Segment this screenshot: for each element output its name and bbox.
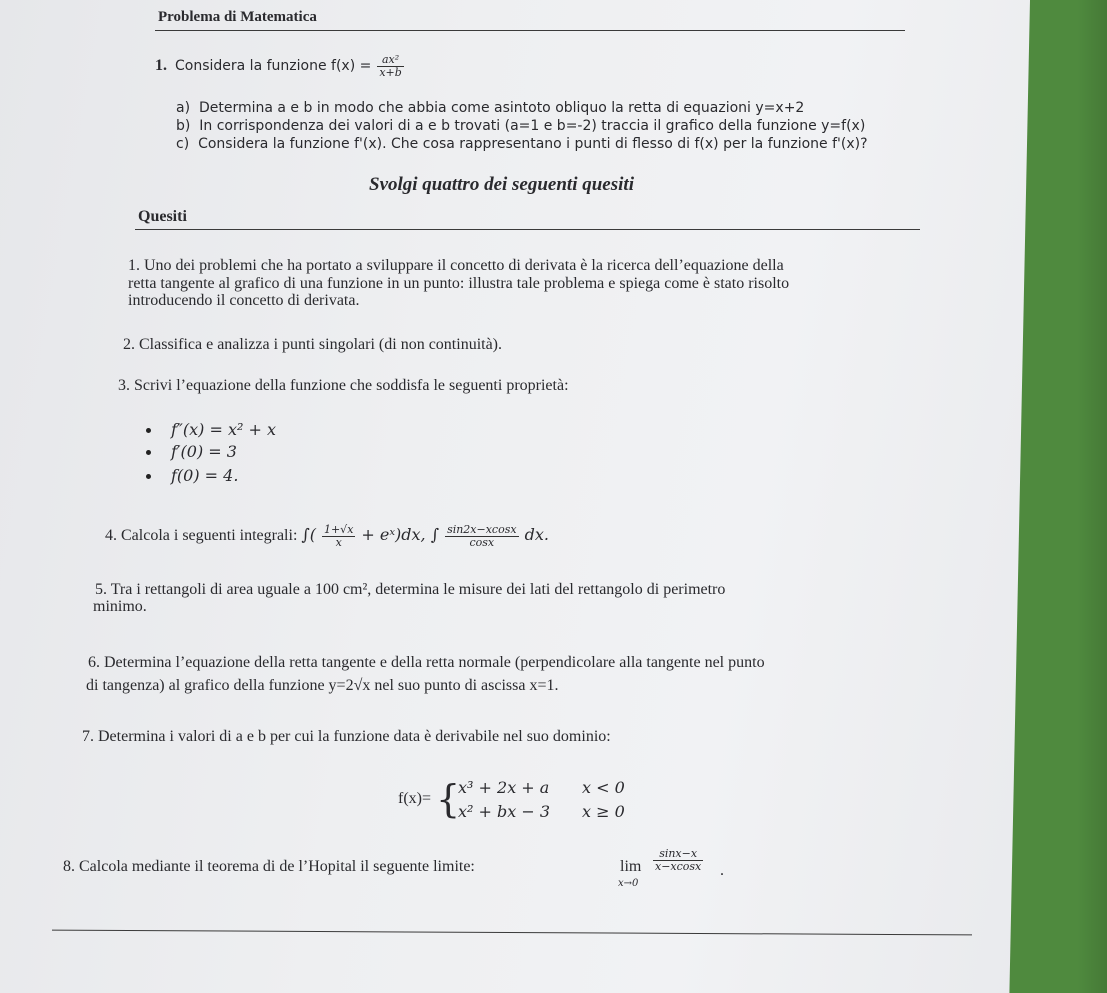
piecewise-case-2-expr: x² + bx − 3 (458, 802, 551, 821)
problem-item-a-text: Determina a e b in modo che abbia come asintoto obliquo la retta di equazioni y=x+2 (198, 100, 805, 116)
problem-item-b (176, 117, 865, 135)
quesito-7: 7. Determina i valori di a e b per cui la funzione data è derivabile nel suo dominio: (82, 728, 611, 745)
header-rule (155, 30, 905, 31)
quesito-2: 2. Classifica e analizza i punti singolari (di non continuità). (123, 336, 503, 353)
quesito-5-line1: 5. Tra i rettangoli di area uguale a 100 cm², determina le misure dei lati del rettangolo di perimetro (95, 581, 726, 598)
piecewise-case-2-cond: x ≥ 0 (582, 802, 625, 821)
problem-item-a-label: a) (176, 100, 191, 116)
paper-edge-shadow (1077, 0, 1107, 993)
quesiti-rule (135, 229, 920, 230)
quesiti-heading: Quesiti (138, 208, 187, 225)
quesito-3: 3. Scrivi l’equazione della funzione che soddisfa le seguenti proprietà: (118, 377, 569, 394)
quesito-1-line1: 1. Uno dei problemi che ha portato a sviluppare il concetto di derivata è la ricerca dell’equazione della (128, 257, 784, 274)
quesito-4 (105, 520, 549, 551)
problem-item-c-label: c) (176, 136, 190, 152)
bullet-icon (146, 474, 151, 479)
problem-intro: Considera la funzione f(x) = (175, 58, 372, 75)
problem-function-denominator: x+b (379, 66, 402, 79)
integral-2-fraction (445, 524, 519, 549)
piecewise-brace: { (436, 777, 461, 821)
integral-1-denominator: x (335, 535, 342, 549)
quesito-1-line2: retta tangente al grafico di una funzione in un punto: illustra tale problema e spiega come è stato risolto (128, 275, 790, 292)
problem-function-numerator: ax² (377, 54, 403, 67)
limit-end: . (720, 862, 724, 879)
integral-2-close: dx. (524, 525, 549, 544)
limit-denominator: x−xcosx (655, 860, 702, 873)
problem-function-fraction (377, 54, 403, 79)
quesito-3-prop-2: f′(0) = 3 (171, 442, 237, 461)
integral-2-numerator: sin2x−xcosx (447, 522, 517, 536)
quesito-3-prop-1: f″(x) = x² + x (171, 420, 277, 439)
bullet-icon (146, 428, 151, 433)
problem-item-c-text: Considera la funzione f'(x). Che cosa rappresentano i punti di flesso di f(x) per la funzione f'(x)? (198, 136, 868, 152)
quesito-8: 8. Calcola mediante il teorema di de l’Hopital il seguente limite: (63, 858, 475, 875)
problem-block (155, 54, 406, 79)
problem-item-c (176, 135, 868, 153)
limit-fraction (653, 848, 703, 873)
quesito-6-line2: di tangenza) al grafico della funzione y=2√x nel suo punto di ascissa x=1. (86, 677, 559, 694)
bullet-icon (146, 450, 151, 455)
quesito-4-text: 4. Calcola i seguenti integrali: (105, 527, 298, 544)
problem-item-b-label: b) (176, 118, 191, 134)
integral-1-numerator: 1+√x (323, 522, 354, 536)
integral-1-close: + eˣ)dx, ∫ (361, 525, 440, 544)
problem-item-a (176, 99, 804, 117)
problem-number: 1. (155, 57, 167, 75)
limit-numerator: sinx−x (653, 848, 703, 861)
quesito-3-prop-3: f(0) = 4. (171, 466, 239, 485)
limit-word: lim (620, 858, 642, 875)
piecewise-fx: f(x)= (398, 790, 432, 807)
document-title: Problema di Matematica (158, 9, 317, 25)
integral-2-denominator: cosx (469, 535, 495, 549)
piecewise-case-1-cond: x < 0 (582, 778, 625, 797)
instructions-heading: Svolgi quattro dei seguenti quesiti (369, 174, 634, 195)
quesito-5-line2: minimo. (93, 598, 147, 615)
integral-1-fraction (322, 524, 355, 549)
quesito-1-line3: introducendo il concetto di derivata. (128, 292, 360, 309)
integral-1-open: ∫( (301, 525, 316, 544)
piecewise-case-1-expr: x³ + 2x + a (458, 778, 550, 797)
limit-subscript: x→0 (618, 878, 639, 889)
problem-item-b-text: In corrispondenza dei valori di a e b trovati (a=1 e b=-2) traccia il grafico della funzione y=f(x) (199, 118, 866, 134)
quesito-6-line1: 6. Determina l’equazione della retta tangente e della retta normale (perpendicolare alla tangente nel punto (88, 654, 765, 671)
